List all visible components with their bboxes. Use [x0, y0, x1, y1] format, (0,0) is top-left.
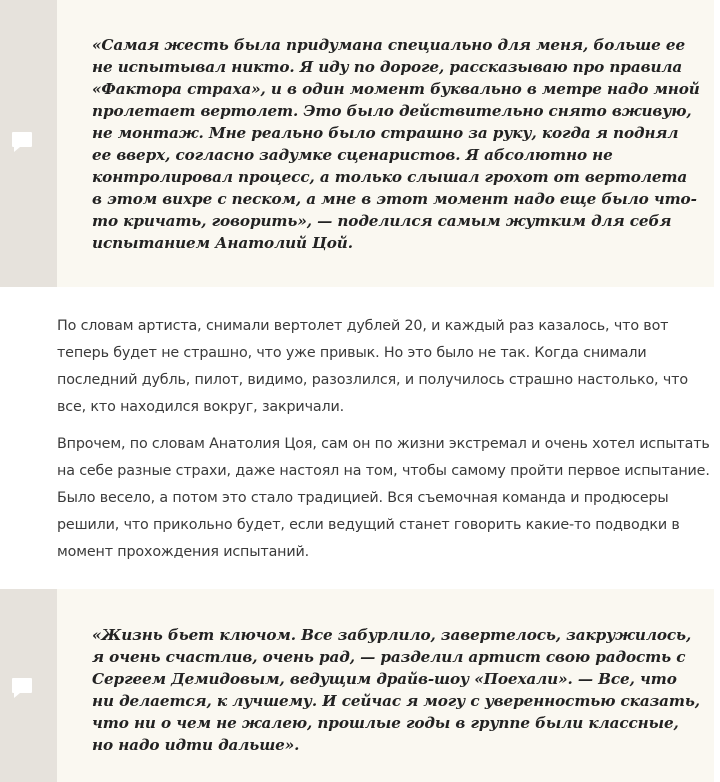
chat-bubble-icon — [10, 130, 34, 154]
quote-block-1 — [0, 0, 714, 287]
quote-text: «Самая жесть была придумана специально для меня, больше ее не испытывал никто. Я иду по дороге, рассказываю про правила «Фактора страха», и в один момент буквально в метре надо мной пролетает вертолет. Это было действительно снято вживую, не монтаж. Мне реально было страшно за руку, когда я поднял ее вверх, согласно задумке сценаристов. Я абсолютно не контролировал процесс, а только слышал грохот от вертолета в этом вихре с песком, а мне в этот момент надо еще было что-то кричать, говорить», — поделился самым жутким для себя испытанием Анатолий Цой. — [92, 36, 700, 252]
article-paragraph: Впрочем, по словам Анатолия Цоя, сам он по жизни экстремал и очень хотел испытать на себе разные страхи, даже настоял на том, чтобы самому пройти первое испытание. Было весело, а потом это стало традицией. Вся съемочная команда и продюсеры решили, что прикольно будет, если ведущий станет говорить какие-то подводки в момент прохождения испытаний. — [57, 436, 710, 560]
quote-block-2 — [0, 589, 714, 782]
article-paragraph: По словам артиста, снимали вертолет дублей 20, и каждый раз казалось, что вот теперь будет не страшно, что уже привык. Но это было не так. Когда снимали последний дубль, пилот, видимо, разозлился, и получилось страшно настолько, что все, кто находился вокруг, закричали. — [57, 318, 688, 415]
quote-text: «Жизнь бьет ключом. Все забурлило, завертелось, закружилось, я очень счастлив, очень рад, — разделил артист свою радость с Сергеем Демидовым, ведущим драйв-шоу «Поехали». — Все, что ни делается, к лучшему. И сейчас я могу с уверенностью сказать, что ни о чем не жалею, прошлые годы в группе были классные, но надо идти дальше». — [92, 626, 700, 754]
chat-bubble-icon — [10, 676, 34, 700]
